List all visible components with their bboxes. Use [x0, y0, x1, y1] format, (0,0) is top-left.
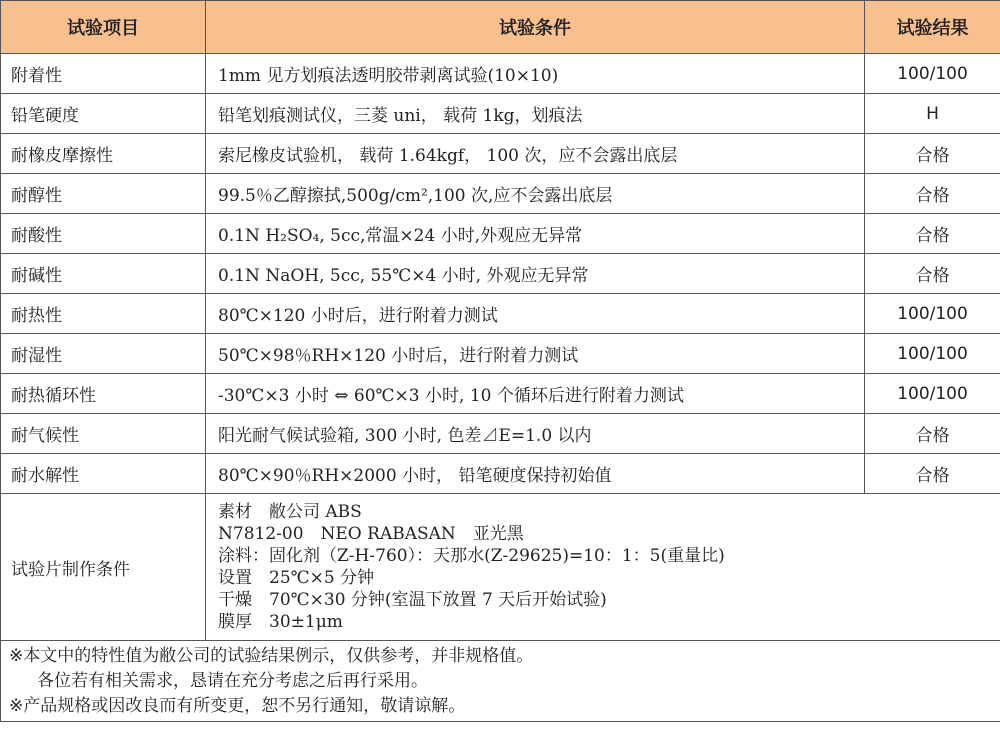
prep-line-material: 素材 敝公司 ABS — [218, 502, 362, 522]
header-test-item: 试验项目 — [1, 1, 206, 54]
row-result: 合格 — [865, 414, 1000, 454]
row-item: 耐酸性 — [1, 214, 206, 254]
prep-line-setting: 设置 25℃×5 分钟 — [218, 568, 375, 588]
row-condition: 阳光耐气候试验箱, 300 小时, 色差⊿E=1.0 以内 — [206, 414, 865, 454]
table-row — [1, 134, 1000, 174]
row-result: 合格 — [865, 214, 1000, 254]
row-result: H — [865, 94, 1000, 134]
row-item: 铅笔硬度 — [1, 94, 206, 134]
table-row — [1, 174, 1000, 214]
row-result: 100/100 — [865, 54, 1000, 94]
row-condition: 1mm 见方划痕法透明胶带剥离试验(10×10) — [206, 54, 865, 94]
table-body — [1, 54, 1000, 722]
prep-line-drying: 干燥 70℃×30 分钟(室温下放置 7 天后开始试验) — [218, 590, 607, 610]
table-header — [1, 1, 1000, 54]
header-row — [1, 1, 1000, 54]
header-test-result: 试验结果 — [865, 1, 1000, 54]
row-result: 合格 — [865, 254, 1000, 294]
table-row — [1, 214, 1000, 254]
row-result: 合格 — [865, 134, 1000, 174]
row-item: 耐气候性 — [1, 414, 206, 454]
row-item: 耐热性 — [1, 294, 206, 334]
note-line-3: ※产品规格或因改良而有所变更，恕不另行通知，敬请谅解。 — [9, 696, 466, 716]
row-item: 耐水解性 — [1, 454, 206, 494]
row-item: 耐碱性 — [1, 254, 206, 294]
row-result: 100/100 — [865, 374, 1000, 414]
table-row — [1, 374, 1000, 414]
row-condition: 铅笔划痕测试仪，三菱 uni， 载荷 1kg，划痕法 — [206, 94, 865, 134]
row-item: 附着性 — [1, 54, 206, 94]
row-result: 100/100 — [865, 334, 1000, 374]
row-item: 耐橡皮摩擦性 — [1, 134, 206, 174]
notes-row — [1, 641, 1000, 722]
row-item: 耐热循环性 — [1, 374, 206, 414]
note-line-1: ※本文中的特性值为敝公司的试验结果例示，仅供参考，并非规格值。 — [9, 646, 534, 666]
row-condition: 50℃×98％RH×120 小时后，进行附着力测试 — [206, 334, 865, 374]
row-condition: 0.1N H₂SO₄, 5cc,常温×24 小时,外观应无异常 — [206, 214, 865, 254]
table-row — [1, 94, 1000, 134]
table-row — [1, 254, 1000, 294]
prep-conditions-row — [1, 494, 1000, 641]
header-test-condition: 试验条件 — [206, 1, 865, 54]
prep-conditions-label: 试验片制作条件 — [1, 494, 206, 641]
table-row — [1, 294, 1000, 334]
prep-line-thickness: 膜厚 30±1μm — [218, 612, 343, 632]
prep-line-coating: 涂料：固化剂（Z-H-760）：天那水(Z-29625)=10：1：5(重量比) — [218, 546, 725, 566]
row-result: 合格 — [865, 174, 1000, 214]
row-condition: -30℃×3 小时 ⇔ 60℃×3 小时, 10 个循环后进行附着力测试 — [206, 374, 865, 414]
row-condition: 0.1N NaOH, 5cc, 55℃×4 小时, 外观应无异常 — [206, 254, 865, 294]
disclaimer-notes — [1, 641, 1000, 722]
row-item: 耐湿性 — [1, 334, 206, 374]
row-condition: 80℃×120 小时后，进行附着力测试 — [206, 294, 865, 334]
prep-conditions-detail — [206, 494, 1000, 641]
prep-line-grade: N7812-00 NEO RABASAN 亚光黑 — [218, 524, 524, 544]
row-result: 100/100 — [865, 294, 1000, 334]
table-row — [1, 334, 1000, 374]
row-condition: 80℃×90％RH×2000 小时， 铅笔硬度保持初始值 — [206, 454, 865, 494]
row-result: 合格 — [865, 454, 1000, 494]
row-condition: 索尼橡皮试验机， 载荷 1.64kgf， 100 次，应不会露出底层 — [206, 134, 865, 174]
row-item: 耐醇性 — [1, 174, 206, 214]
table-row — [1, 454, 1000, 494]
table-row — [1, 54, 1000, 94]
row-condition: 99.5％乙醇擦拭,500g/cm²,100 次,应不会露出底层 — [206, 174, 865, 214]
note-line-2: 各位若有相关需求，恳请在充分考虑之后再行采用。 — [37, 671, 428, 691]
table-row — [1, 414, 1000, 454]
